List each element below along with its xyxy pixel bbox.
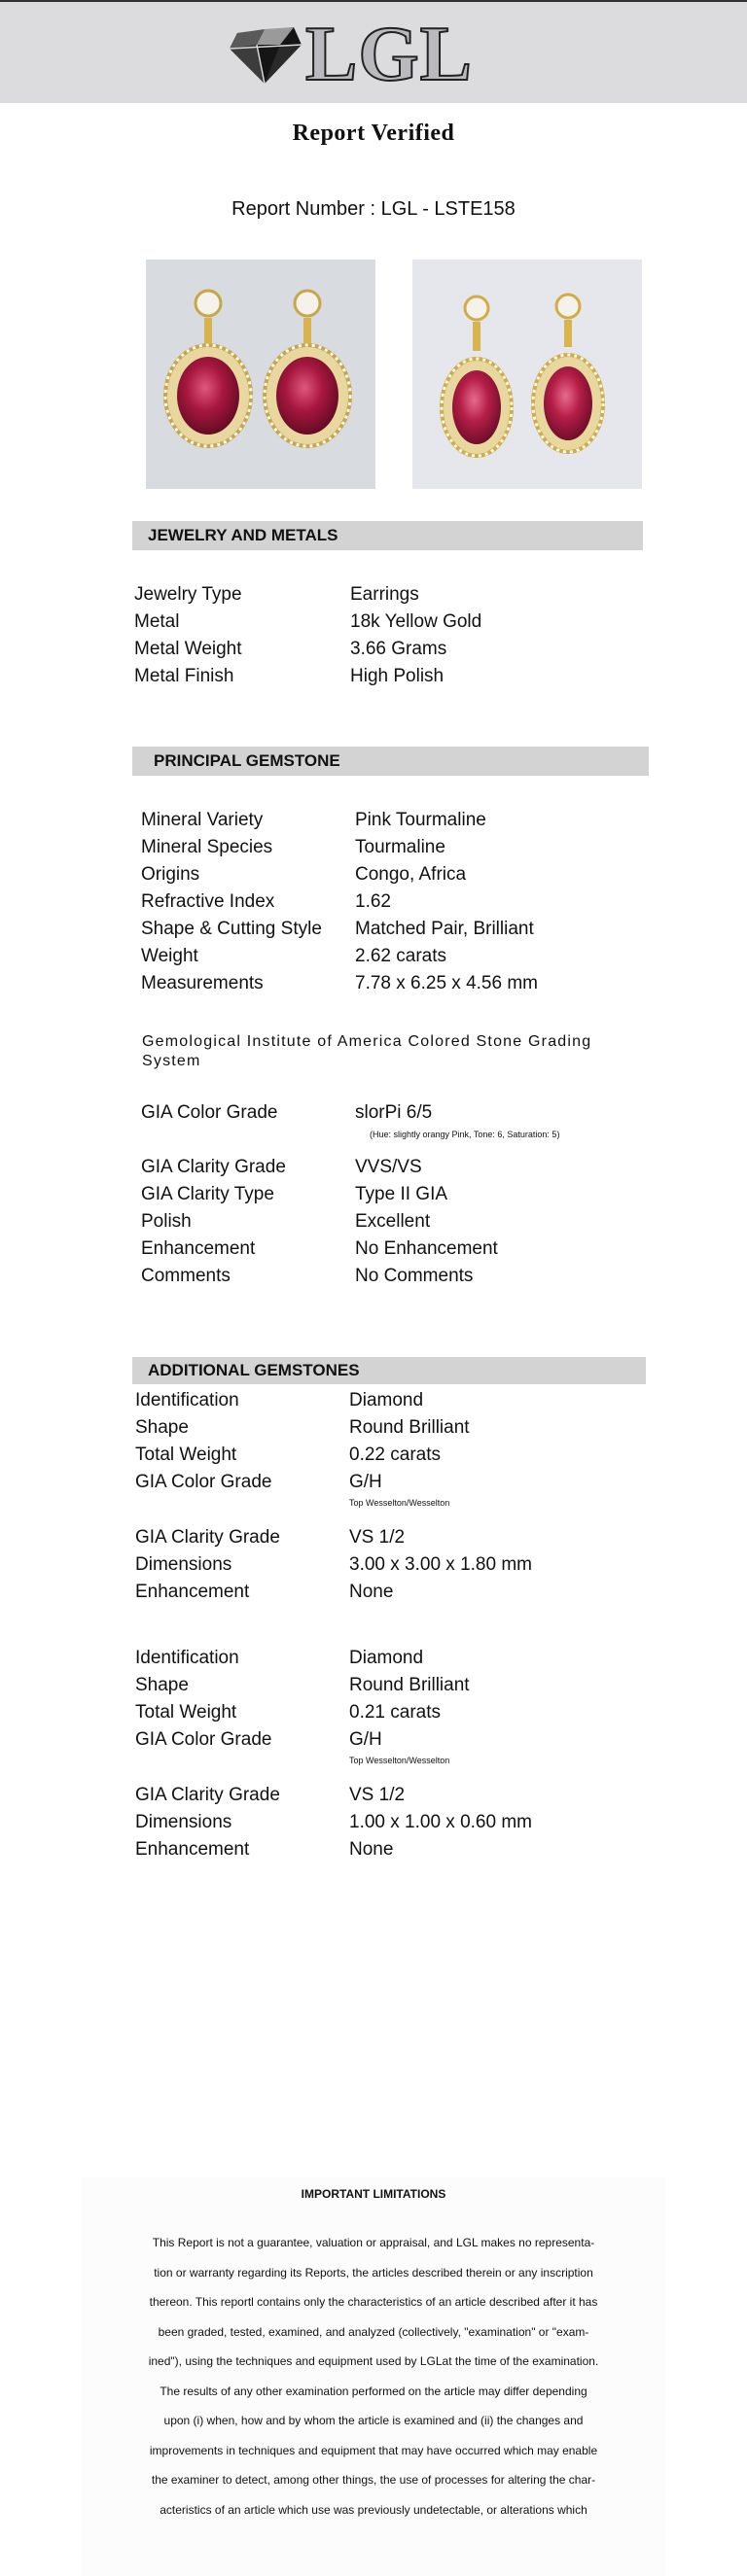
gemstone-row-value: No Enhancement — [355, 1238, 498, 1259]
earring-right — [533, 295, 603, 452]
gia-grading-system-heading: Gemological Institute of America Colored Stone Grading System — [142, 1033, 592, 1069]
stone-row-value: Round Brilliant — [349, 1675, 470, 1695]
page-title: Report Verified — [292, 121, 455, 146]
jewelry-row-value: Earrings — [350, 584, 419, 605]
stone-row-value: G/H — [349, 1472, 382, 1492]
stone-row-label: GIA Clarity Grade — [135, 1527, 280, 1548]
jewelry-row-label: Jewelry Type — [134, 584, 242, 605]
gemstone-row-value: Matched Pair, Brilliant — [355, 919, 534, 939]
stone-row-value: 0.22 carats — [349, 1445, 441, 1465]
gemstone-row-value: Excellent — [355, 1211, 431, 1232]
limitations-line: thereon. This reportl contains only the characteristics of an article described after it has — [149, 2295, 598, 2309]
stone-row-value: None — [349, 1839, 394, 1860]
gemstone-row-value: 7.78 x 6.25 x 4.56 mm — [355, 973, 538, 993]
gemstone-row-value: Tourmaline — [355, 837, 445, 857]
stone-color-note: Top Wesselton/Wesselton — [349, 1756, 450, 1765]
gemstone-row-value: Type II GIA — [355, 1184, 448, 1204]
stone-row-label: GIA Clarity Grade — [135, 1785, 280, 1805]
stone-row-label: Total Weight — [135, 1702, 237, 1723]
jewelry-row-value: 3.66 Grams — [350, 639, 447, 659]
stone-row-label: GIA Color Grade — [135, 1472, 272, 1492]
report-number — [0, 198, 747, 221]
limitations-text — [109, 2228, 638, 2524]
stone-row-value: Diamond — [349, 1648, 424, 1668]
limitations-line: been graded, tested, examined, and analyzed (collectively, "examination" or "exam- — [158, 2324, 589, 2339]
gemstone-row-value: slorPi 6/5 — [355, 1102, 433, 1123]
jewelry-section-header: JEWELRY AND METALS — [132, 521, 643, 550]
earring-right — [265, 291, 350, 446]
gemstone-row-label: Origins — [141, 864, 200, 885]
additional-section-header: ADDITIONAL GEMSTONES — [132, 1357, 646, 1384]
gemstone-row-label: Measurements — [141, 973, 264, 993]
earrings-photo-angle — [412, 260, 642, 489]
stone-row-label: Identification — [135, 1390, 239, 1410]
limitations-line: the examiner to detect, among other things, the use of processes for altering the char- — [151, 2473, 596, 2487]
limitations-line: The results of any other examination performed on the article may differ depending — [160, 2384, 587, 2398]
stone-row-label: Enhancement — [135, 1582, 250, 1602]
limitations-line: tion or warranty regarding its Reports, the articles described therein or any inscription — [154, 2265, 593, 2280]
gemstone-row-value: Pink Tourmaline — [355, 810, 486, 830]
stone-row-value: G/H — [349, 1729, 382, 1750]
gemstone-row-value: No Comments — [355, 1266, 474, 1286]
earrings-angle-image — [412, 260, 642, 489]
report-number-value: LGL - LSTE158 — [380, 198, 516, 220]
lgl-logo[interactable] — [228, 12, 480, 97]
stone-row-label: Shape — [135, 1417, 189, 1438]
limitations-line: upon (i) when, how and by whom the article is examined and (ii) the changes and — [163, 2414, 584, 2427]
earring-left — [165, 291, 251, 446]
report-number-label: Report Number : — [231, 198, 376, 220]
gemstone-row-value: VVS/VS — [355, 1157, 422, 1177]
limitations-line: acteristics of an article which use was previously undetectable, or alterations which — [160, 2502, 587, 2517]
stone-row-label: GIA Color Grade — [135, 1729, 272, 1750]
gemstone-row-label: Weight — [141, 946, 198, 966]
stone-color-note: Top Wesselton/Wesselton — [349, 1498, 450, 1508]
limitations-title: IMPORTANT LIMITATIONS — [301, 2187, 446, 2201]
logo-text: LGL — [305, 12, 473, 97]
color-grade-note: (Hue: slightly orangy Pink, Tone: 6, Saturation: 5) — [370, 1130, 560, 1139]
gemstone-row-label: Comments — [141, 1266, 231, 1286]
stone-row-value: 0.21 carats — [349, 1702, 441, 1723]
gemstone-row-label: GIA Color Grade — [141, 1102, 278, 1123]
earrings-photo-front — [146, 260, 375, 489]
site-header — [0, 0, 747, 103]
important-limitations — [82, 2177, 665, 2576]
jewelry-row-value: 18k Yellow Gold — [350, 611, 482, 632]
jewelry-row-value: High Polish — [350, 666, 445, 686]
gemstone-row-label: Mineral Species — [141, 837, 273, 857]
gemstone-row-label: GIA Clarity Type — [141, 1184, 274, 1204]
stone-row-label: Shape — [135, 1675, 189, 1695]
gemstone-row-value: 2.62 carats — [355, 946, 446, 966]
stone-row-label: Dimensions — [135, 1812, 232, 1832]
stone-row-label: Dimensions — [135, 1554, 232, 1575]
gemstone-row-value: Congo, Africa — [355, 864, 467, 885]
stone-row-label: Total Weight — [135, 1445, 237, 1465]
jewelry-row-label: Metal — [134, 611, 180, 632]
stone-row-label: Identification — [135, 1648, 239, 1668]
jewelry-row-label: Metal Weight — [134, 639, 242, 659]
jewelry-row-label: Metal Finish — [134, 666, 234, 686]
gemstone-row-label: Refractive Index — [141, 891, 275, 912]
stone-row-value: None — [349, 1582, 394, 1602]
gemstone-row-value: 1.62 — [355, 891, 391, 912]
gemstone-row-label: Polish — [141, 1211, 192, 1232]
earring-left — [442, 296, 512, 456]
stone-row-value: VS 1/2 — [349, 1785, 406, 1805]
gemstone-row-label: Shape & Cutting Style — [141, 919, 322, 939]
stone-row-value: 1.00 x 1.00 x 0.60 mm — [349, 1812, 532, 1832]
stone-row-value: 3.00 x 3.00 x 1.80 mm — [349, 1554, 532, 1575]
diamond-icon — [228, 23, 303, 86]
gemstone-row-label: GIA Clarity Grade — [141, 1157, 286, 1177]
gemstone-row-label: Enhancement — [141, 1238, 256, 1259]
stone-row-value: Round Brilliant — [349, 1417, 470, 1438]
limitations-line: This Report is not a guarantee, valuation or appraisal, and LGL makes no representa- — [152, 2236, 595, 2249]
limitations-line: improvements in techniques and equipment that may have occurred which may enable — [149, 2443, 598, 2457]
stone-row-label: Enhancement — [135, 1839, 250, 1860]
earrings-front-image — [146, 260, 375, 489]
stone-row-value: Diamond — [349, 1390, 424, 1410]
principal-section-header: PRINCIPAL GEMSTONE — [132, 747, 649, 776]
limitations-line: ined"), using the techniques and equipment used by LGLat the time of the examination. — [148, 2354, 599, 2368]
gemstone-row-label: Mineral Variety — [141, 810, 264, 830]
stone-row-value: VS 1/2 — [349, 1527, 406, 1548]
